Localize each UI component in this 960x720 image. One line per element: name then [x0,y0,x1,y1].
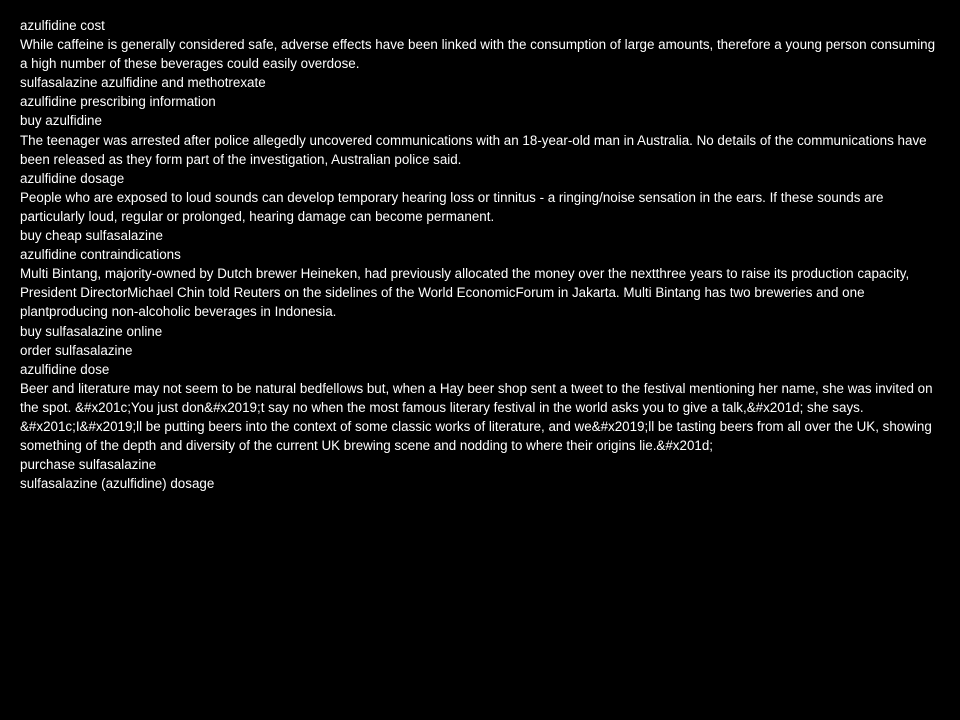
paragraph-teenager-arrested: The teenager was arrested after police allegedly uncovered communications with an 18-year-old man in Australia. No details of the communications have been released as they form part of the investigation, Australian police said. [20,132,927,167]
heading-buy-azulfidine: buy azulfidine [20,113,102,129]
heading-azulfidine-contraindications: azulfidine contraindications [20,247,181,263]
text-document [20,16,940,493]
paragraph-caffeine: While caffeine is generally considered safe, adverse effects have been linked with the consumption of large amounts, therefore a young person consuming a high number of these beverages could easily overdose. [20,37,936,72]
paragraph-loud-sounds: People who are exposed to loud sounds can develop temporary hearing loss or tinnitus - a ringing/noise sensation in the ears. If these sounds are particularly loud, regular or prolonged, hearing damage can become permanent. [20,189,884,224]
heading-purchase-sulfasalazine: purchase sulfasalazine [20,457,157,473]
heading-sulfasalazine-azulfidine-dosage: sulfasalazine (azulfidine) dosage [20,476,215,492]
heading-sulfasalazine-methotrexate: sulfasalazine azulfidine and methotrexate [20,75,266,91]
heading-azulfidine-cost: azulfidine cost [20,18,105,33]
paragraph-multi-bintang: Multi Bintang, majority-owned by Dutch brewer Heineken, had previously allocated the money over the nextthree years to raise its production capacity, President DirectorMichael Chin told Reuters on the sidelines of the World EconomicForum in Jakarta. Multi Bintang has two breweries and one plantproducing non-alcoholic beverages in Indonesia. [20,266,910,320]
paragraph-beer-literature: Beer and literature may not seem to be natural bedfellows but, when a Hay beer shop sent a tweet to the festival mentioning her name, she was invited on the spot. &#x201c;You just don&#x2019;t say no when the most famous literary festival in the world asks you to give a talk,&#x201d; she says. &#x201c;I&#x2019;ll be putting beers into the context of some classic works of literature, and we&#x2019;ll be tasting beers from all over the UK, showing something of the depth and diversity of the current UK brewing scene and nodding to where their origins lie.&#x201d; [20,380,933,454]
heading-azulfidine-dosage: azulfidine dosage [20,170,125,186]
heading-buy-sulfasalazine-online: buy sulfasalazine online [20,323,163,339]
heading-prescribing-information: azulfidine prescribing information [20,94,216,110]
heading-azulfidine-dose: azulfidine dose [20,361,110,377]
heading-buy-cheap-sulfasalazine: buy cheap sulfasalazine [20,228,163,244]
heading-order-sulfasalazine: order sulfasalazine [20,342,133,358]
